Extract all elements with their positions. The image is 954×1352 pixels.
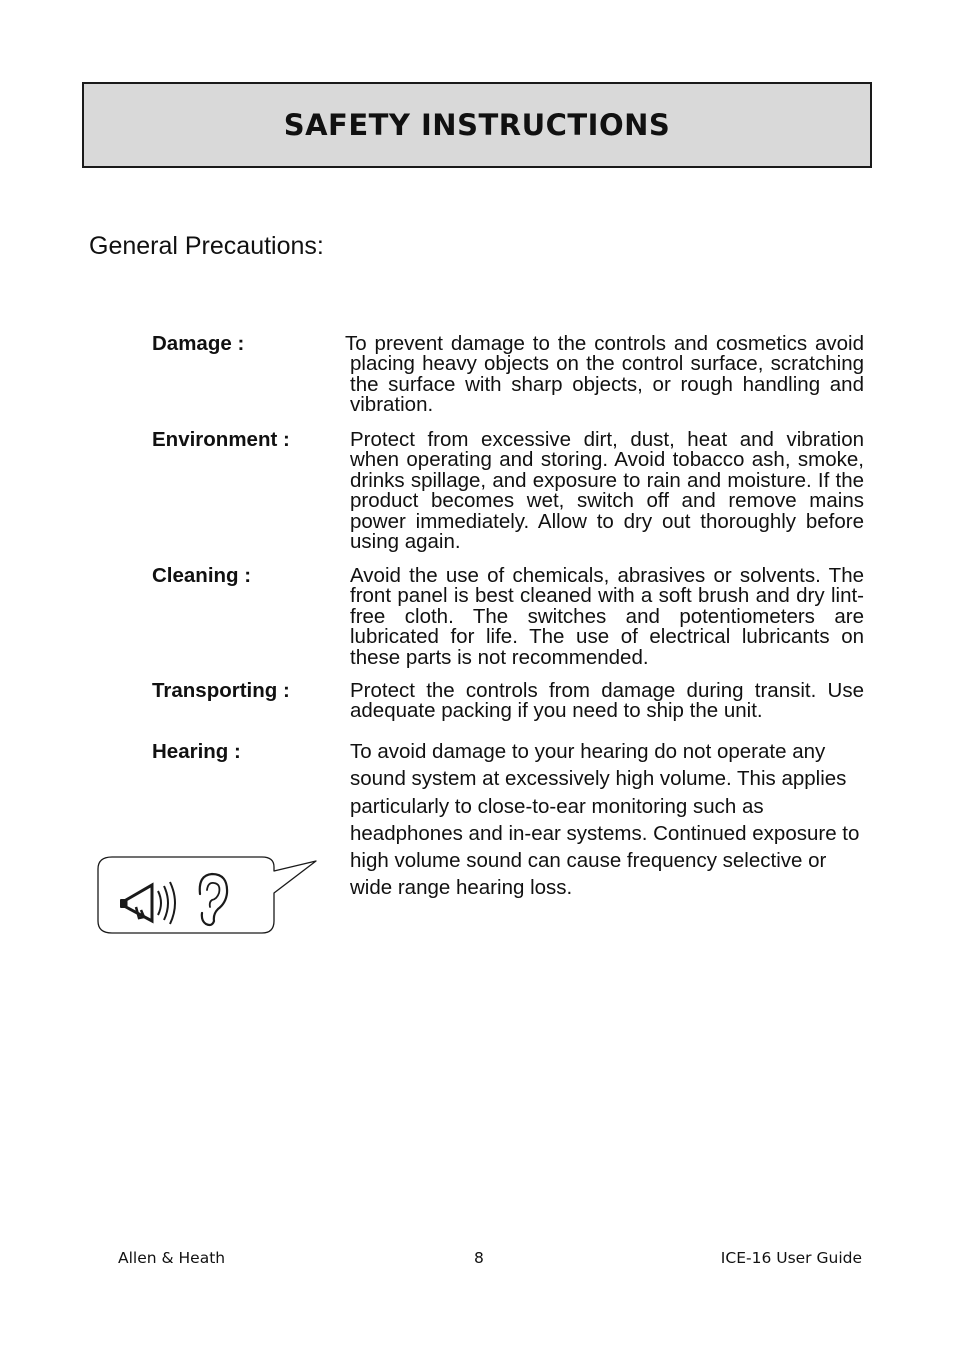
transporting-text: Protect the controls from damage during transit. Use adequate packing if you need to ship the unit. [350, 679, 864, 723]
damage-text: To prevent damage to the controls and cosmetics avoid placing heavy objects on the control surface, scratching the surface with sharp objects, or rough handling and vibration. [345, 332, 864, 417]
section-heading: General Precautions: [89, 232, 324, 260]
environment-label: Environment : [152, 428, 290, 451]
hearing-warning-illustration [94, 855, 320, 937]
transporting-label: Transporting : [152, 679, 290, 702]
cleaning-text: Avoid the use of chemicals, abrasives or solvents. The front panel is best cleaned with a soft brush and dry lint-free cloth. The switches and potentiometers are lubricated for life. The use of electrical lubricants on these parts is not recommended. [350, 564, 864, 669]
footer-document-title: ICE-16 User Guide [720, 1249, 862, 1267]
title-banner [82, 82, 872, 168]
footer-page-number: 8 [474, 1249, 484, 1267]
speech-bubble [94, 855, 320, 937]
hearing-text: To avoid damage to your hearing do not operate any sound system at excessively high volume. This applies particularly to close-to-ear monitoring such as headphones and in-ear systems. Continued exposure to high volume sound can cause frequency selective or wide range hearing loss. [350, 740, 860, 900]
footer-publisher: Allen & Heath [118, 1249, 226, 1267]
page-title: SAFETY INSTRUCTIONS [283, 108, 671, 142]
hearing-label: Hearing : [152, 740, 241, 763]
environment-text: Protect from excessive dirt, dust, heat and vibration when operating and storing. Avoid tobacco ash, smoke, drinks spillage, and exposure to rain and moisture. If the product becomes wet, switch off and remove mains power immediately. Allow to dry out thoroughly before using again. [350, 428, 864, 554]
damage-label: Damage : [152, 332, 245, 355]
cleaning-label: Cleaning : [152, 564, 252, 587]
